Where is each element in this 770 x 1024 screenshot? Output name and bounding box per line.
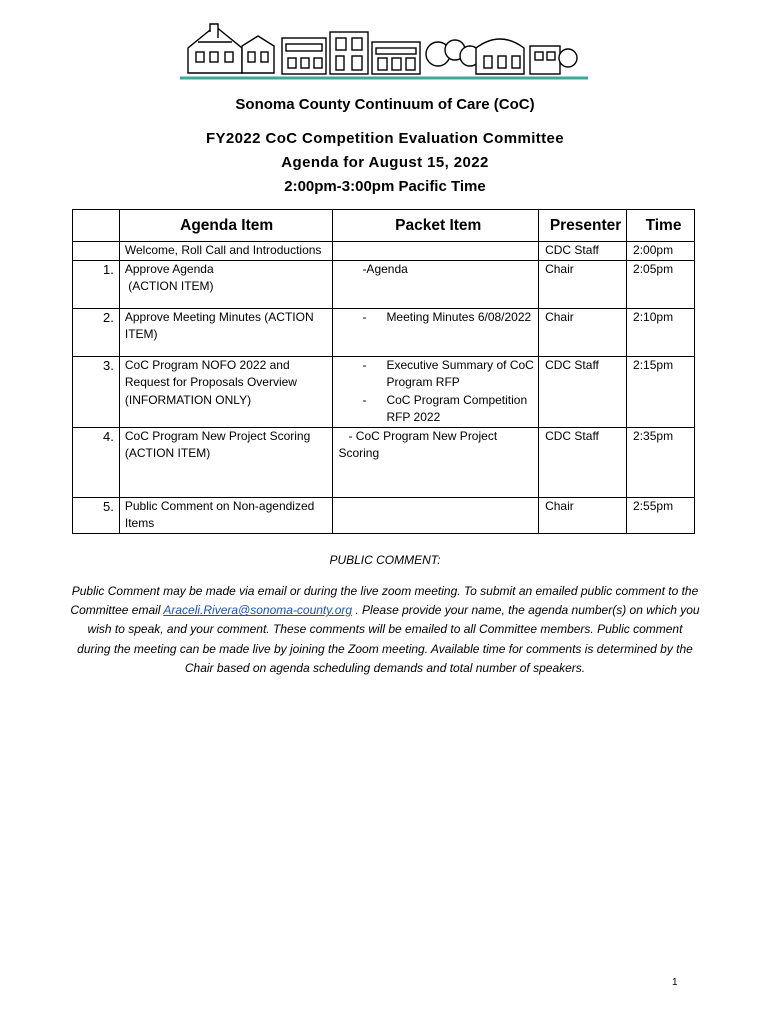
row-agenda-item bbox=[119, 427, 333, 497]
packet-line: -Agenda bbox=[362, 261, 408, 276]
row-number: 4. bbox=[73, 427, 120, 497]
row-packet-item bbox=[333, 242, 539, 261]
row-time: 2:10pm bbox=[627, 308, 695, 356]
packet-line: Meeting Minutes 6/08/2022 bbox=[386, 309, 532, 324]
agenda-item-line: Welcome, Roll Call and Introductions bbox=[124, 243, 322, 257]
row-agenda-item bbox=[119, 242, 333, 261]
committee-email-link[interactable]: Araceli.Rivera@sonoma-county.org bbox=[163, 603, 353, 618]
row-number: 2. bbox=[73, 308, 120, 356]
bullet-dash: - bbox=[362, 392, 367, 407]
row-agenda-item bbox=[119, 356, 333, 427]
agenda-item-line: Public Comment on Non-agendized Items bbox=[124, 498, 315, 530]
town-skyline-logo-icon bbox=[170, 18, 590, 88]
row-time: 2:55pm bbox=[627, 497, 695, 533]
row-agenda-item bbox=[119, 308, 333, 356]
table-row bbox=[73, 260, 695, 308]
table-header-row bbox=[73, 210, 695, 242]
row-presenter: CDC Staff bbox=[539, 427, 627, 497]
packet-entry bbox=[338, 357, 538, 392]
packet-line: - CoC Program New Project Scoring bbox=[338, 428, 501, 460]
header-agenda-item: Agenda Item bbox=[119, 210, 333, 242]
table-row bbox=[73, 242, 695, 261]
table-row bbox=[73, 356, 695, 427]
agenda-date: Agenda for August 15, 2022 bbox=[281, 154, 489, 171]
public-comment-text-before: Public Comment may be made via email or during the live zoom meeting. To submit an emailed public comment to the Committee email bbox=[70, 584, 699, 618]
page-number: 1 bbox=[672, 977, 678, 988]
row-agenda-item bbox=[119, 497, 333, 533]
public-comment-text-after: . Please provide your name, the agenda number(s) on which you wish to speak, and your comment. These comments will be emailed to all Committee members. Public comment during the meeting can be made live by joining the Zoom meeting. Available time for comments is determined by the Chair based on agenda scheduling demands and total number of speakers. bbox=[77, 603, 700, 675]
agenda-item-line: Approve Meeting Minutes (ACTION ITEM) bbox=[124, 309, 314, 341]
row-agenda-item bbox=[119, 260, 333, 308]
row-presenter: Chair bbox=[539, 260, 627, 308]
row-number: 1. bbox=[73, 260, 120, 308]
row-presenter: Chair bbox=[539, 497, 627, 533]
row-number: 3. bbox=[73, 356, 120, 427]
row-presenter: CDC Staff bbox=[539, 242, 627, 261]
row-time: 2:35pm bbox=[627, 427, 695, 497]
packet-line: Executive Summary of CoC Program RFP bbox=[386, 357, 534, 389]
row-number bbox=[73, 242, 120, 261]
row-number: 5. bbox=[73, 497, 120, 533]
agenda-item-line: (ACTION ITEM) bbox=[124, 279, 214, 293]
header-packet-item: Packet Item bbox=[333, 210, 539, 242]
row-time: 2:05pm bbox=[627, 260, 695, 308]
header-time: Time bbox=[627, 210, 695, 242]
row-presenter: CDC Staff bbox=[539, 356, 627, 427]
public-comment-title: PUBLIC COMMENT: bbox=[329, 553, 441, 567]
agenda-item-line: Approve Agenda bbox=[124, 261, 214, 276]
committee-title: FY2022 CoC Competition Evaluation Committee bbox=[205, 130, 565, 147]
row-presenter: Chair bbox=[539, 308, 627, 356]
public-comment-text bbox=[70, 582, 700, 678]
row-time: 2:15pm bbox=[627, 356, 695, 427]
table-row bbox=[73, 497, 695, 533]
packet-entry bbox=[338, 392, 538, 427]
header-number bbox=[73, 210, 120, 242]
row-time: 2:00pm bbox=[627, 242, 695, 261]
packet-entry bbox=[338, 309, 538, 327]
agenda-table bbox=[72, 209, 695, 534]
agenda-item-line: CoC Program NOFO 2022 and Request for Proposals Overview (INFORMATION ONLY) bbox=[124, 357, 297, 407]
row-packet-item bbox=[333, 260, 539, 308]
header-presenter: Presenter bbox=[539, 210, 627, 242]
bullet-dash: - bbox=[362, 309, 367, 324]
table-row bbox=[73, 308, 695, 356]
meeting-time-range: 2:00pm-3:00pm Pacific Time bbox=[284, 178, 486, 195]
packet-line: CoC Program Competition RFP 2022 bbox=[386, 392, 528, 424]
agenda-item-line: CoC Program New Project Scoring (ACTION ITEM) bbox=[124, 428, 311, 460]
row-packet-item bbox=[333, 308, 539, 356]
row-packet-item bbox=[333, 427, 539, 497]
bullet-dash: - bbox=[362, 357, 367, 372]
row-packet-item bbox=[333, 356, 539, 427]
organization-title: Sonoma County Continuum of Care (CoC) bbox=[235, 96, 535, 113]
table-row bbox=[73, 427, 695, 497]
row-packet-item bbox=[333, 497, 539, 533]
